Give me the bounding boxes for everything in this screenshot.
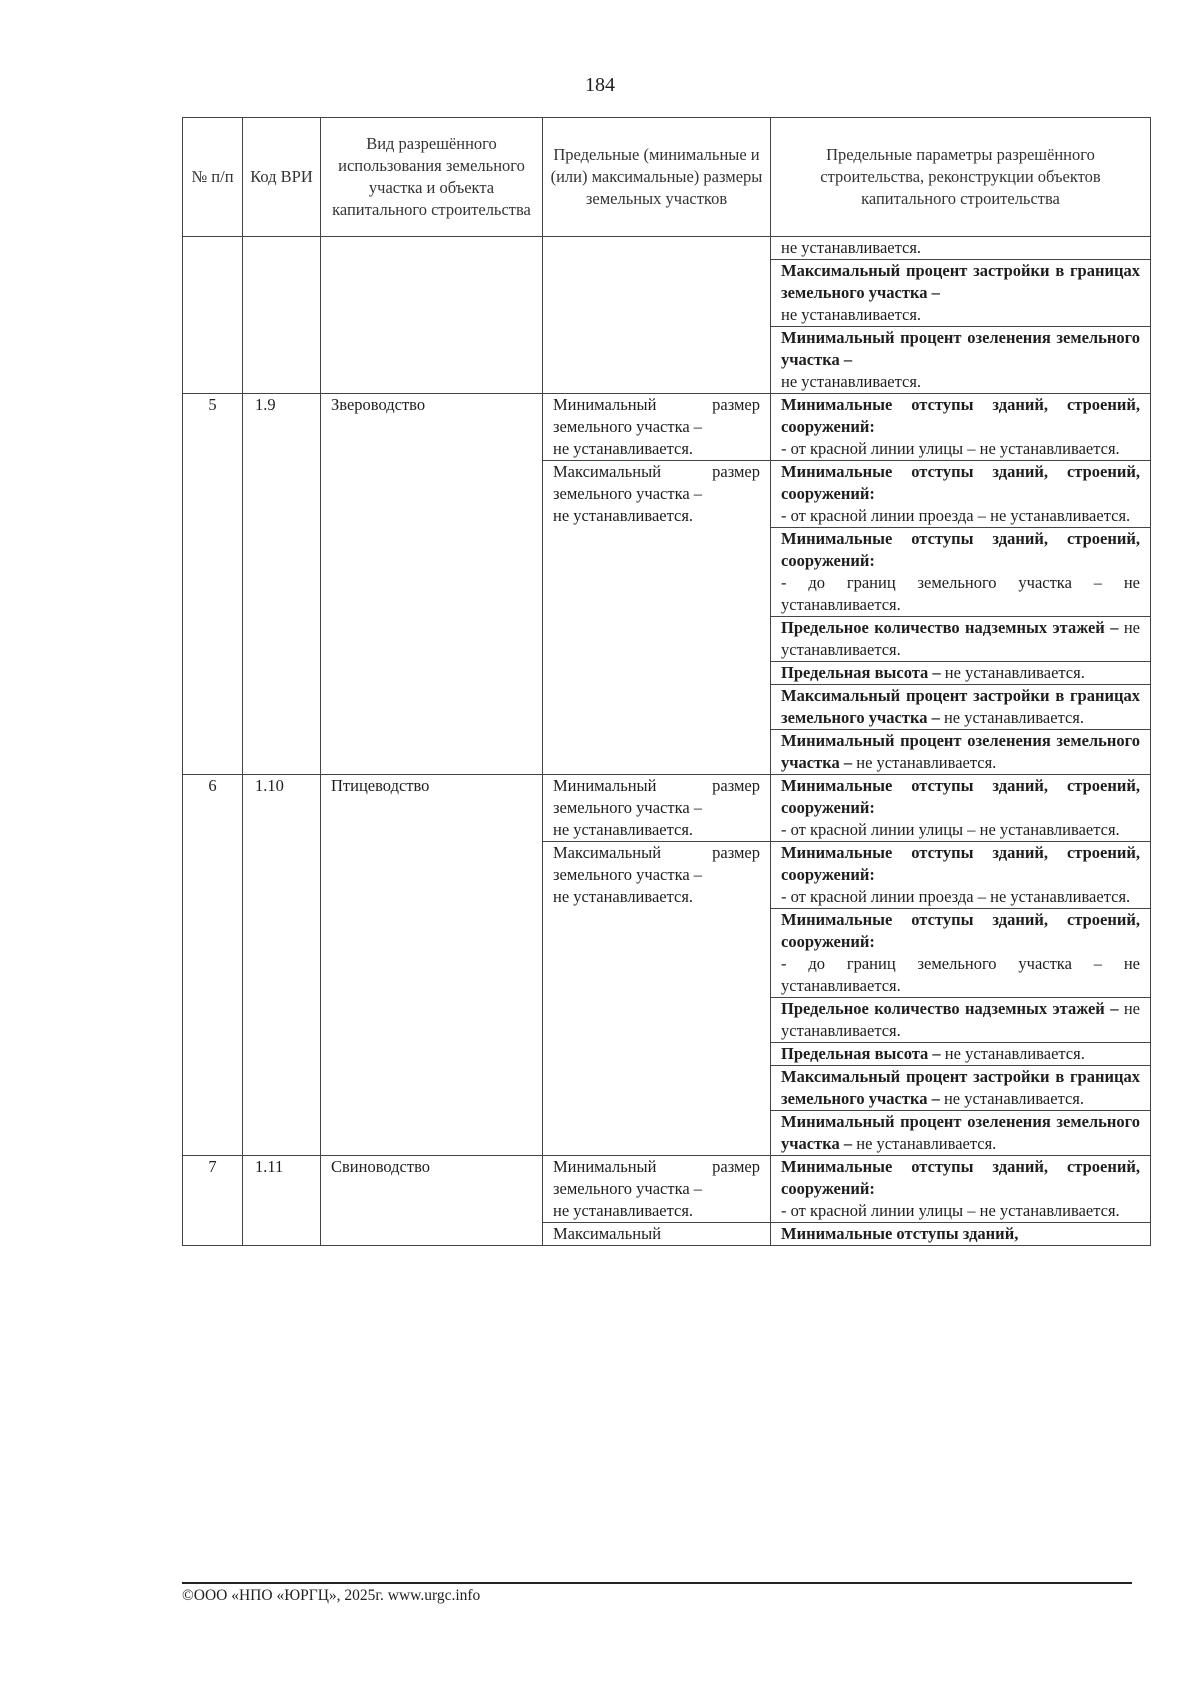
param-cell: [771, 1156, 1151, 1223]
page-number: 184: [585, 74, 615, 96]
param-cell: [771, 327, 1151, 394]
use-type-name: Свиноводство: [321, 1156, 543, 1246]
max-size-title: Максимальный: [553, 1224, 662, 1243]
param-cell: [771, 730, 1151, 775]
max-size-cell: [543, 842, 771, 1156]
param-value: - до границ земельного участка – не устанавливается.: [781, 954, 1140, 995]
header-num: № п/п: [183, 118, 243, 237]
min-size-title: Минимальный размер земельного участка –: [553, 776, 760, 817]
param-cell: [771, 1066, 1151, 1111]
vri-code: 1.10: [243, 775, 321, 1156]
table-row: [183, 394, 1151, 461]
param-value: - до границ земельного участка – не устанавливается.: [781, 573, 1140, 614]
param-title: Минимальный процент озеленения земельного участка –: [781, 1112, 1140, 1153]
header-params: Предельные параметры разрешённого строительства, реконструкции объектов капитального строительства: [771, 118, 1151, 237]
max-size-value: не устанавливается.: [553, 887, 694, 906]
max-size-title: Максимальный размер земельного участка –: [553, 843, 760, 884]
param-title: Минимальный процент озеленения земельного участка –: [781, 731, 1140, 772]
max-size-title: Максимальный размер земельного участка –: [553, 462, 760, 503]
max-size-value: не устанавливается.: [553, 506, 694, 525]
min-size-title: Минимальный размер земельного участка –: [553, 1157, 760, 1198]
param-title: Максимальный процент застройки в границах земельного участка –: [781, 261, 1140, 302]
table-row: [183, 237, 1151, 260]
cont-size-cell: [543, 237, 771, 394]
use-type-name: Птицеводство: [321, 775, 543, 1156]
param-value: не устанавливается.: [943, 708, 1085, 727]
cont-code-cell: [243, 237, 321, 394]
param-title: Минимальные отступы зданий, строений, сооружений:: [781, 843, 1140, 884]
param-value: - от красной линии проезда – не устанавливается.: [781, 887, 1131, 906]
param-title: Предельная высота –: [781, 663, 941, 682]
param-value: не устанавливается.: [781, 618, 1140, 659]
param-title: Предельное количество надземных этажей –: [781, 618, 1119, 637]
table-row: [183, 1156, 1151, 1223]
param-cell: [771, 909, 1151, 998]
use-type-name: Звероводство: [321, 394, 543, 775]
param-value: - от красной линии проезда – не устанавливается.: [781, 506, 1131, 525]
param-cell: [771, 842, 1151, 909]
param-cell: [771, 662, 1151, 685]
footer-divider: [182, 1582, 1132, 1584]
param-value: не устанавливается.: [944, 1044, 1085, 1063]
max-size-cell: [543, 461, 771, 775]
param-title: Минимальный процент озеленения земельного участка –: [781, 328, 1140, 369]
min-size-cell: [543, 394, 771, 461]
zoning-table: [182, 117, 1151, 1246]
param-cell: [771, 1043, 1151, 1066]
min-size-value: не устанавливается.: [553, 439, 694, 458]
param-title: Минимальные отступы зданий,: [781, 1224, 1019, 1243]
param-cell: [771, 998, 1151, 1043]
param-cell: [771, 1111, 1151, 1156]
param-title: Предельная высота –: [781, 1044, 941, 1063]
param-value: - от красной линии улицы – не устанавливается.: [781, 820, 1120, 839]
param-cell: [771, 394, 1151, 461]
param-title: Предельное количество надземных этажей –: [781, 999, 1119, 1018]
param-title: Минимальные отступы зданий, строений, сооружений:: [781, 529, 1140, 570]
param-title: Минимальные отступы зданий, строений, сооружений:: [781, 1157, 1140, 1198]
max-size-cell: [543, 1223, 771, 1246]
footer-copyright: ©ООО «НПО «ЮРГЦ», 2025г. www.urgc.info: [182, 1587, 481, 1604]
param-title: Минимальные отступы зданий, строений, сооружений:: [781, 395, 1140, 436]
min-size-cell: [543, 775, 771, 842]
row-number: 5: [183, 394, 243, 775]
param-value: не устанавливается.: [781, 305, 922, 324]
param-cell: [771, 1223, 1151, 1246]
vri-code: 1.9: [243, 394, 321, 775]
header-code: Код ВРИ: [243, 118, 321, 237]
param-value: - от красной линии улицы – не устанавливается.: [781, 439, 1120, 458]
param-cell: не устанавливается.: [771, 237, 1151, 260]
min-size-value: не устанавливается.: [553, 1201, 694, 1220]
row-number: 6: [183, 775, 243, 1156]
param-value: не устанавливается.: [944, 663, 1085, 682]
param-value: не устанавливается.: [781, 372, 922, 391]
param-cell: [771, 775, 1151, 842]
param-cell: [771, 461, 1151, 528]
row-number: 7: [183, 1156, 243, 1246]
param-value: - от красной линии улицы – не устанавливается.: [781, 1201, 1120, 1220]
cont-name-cell: [321, 237, 543, 394]
header-size: Предельные (минимальные и (или) максимальные) размеры земельных участков: [543, 118, 771, 237]
param-cell: [771, 685, 1151, 730]
param-value: не устанавливается.: [856, 1134, 997, 1153]
param-title: Максимальный процент застройки в границах земельного участка –: [781, 1067, 1140, 1108]
param-title: Максимальный процент застройки в границах земельного участка –: [781, 686, 1140, 727]
param-title: Минимальные отступы зданий, строений, сооружений:: [781, 462, 1140, 503]
header-name: Вид разрешённого использования земельного участка и объекта капитального строительства: [321, 118, 543, 237]
min-size-value: не устанавливается.: [553, 820, 694, 839]
param-value: не устанавливается.: [856, 753, 997, 772]
table-header-row: [183, 118, 1151, 237]
table-row: [183, 775, 1151, 842]
cont-num-cell: [183, 237, 243, 394]
param-value: не устанавливается.: [781, 999, 1140, 1040]
param-title: Минимальные отступы зданий, строений, сооружений:: [781, 776, 1140, 817]
param-cell: [771, 528, 1151, 617]
param-title: Минимальные отступы зданий, строений, сооружений:: [781, 910, 1140, 951]
param-cell: [771, 617, 1151, 662]
min-size-cell: [543, 1156, 771, 1223]
min-size-title: Минимальный размер земельного участка –: [553, 395, 760, 436]
param-cell: [771, 260, 1151, 327]
vri-code: 1.11: [243, 1156, 321, 1246]
param-value: не устанавливается.: [943, 1089, 1085, 1108]
